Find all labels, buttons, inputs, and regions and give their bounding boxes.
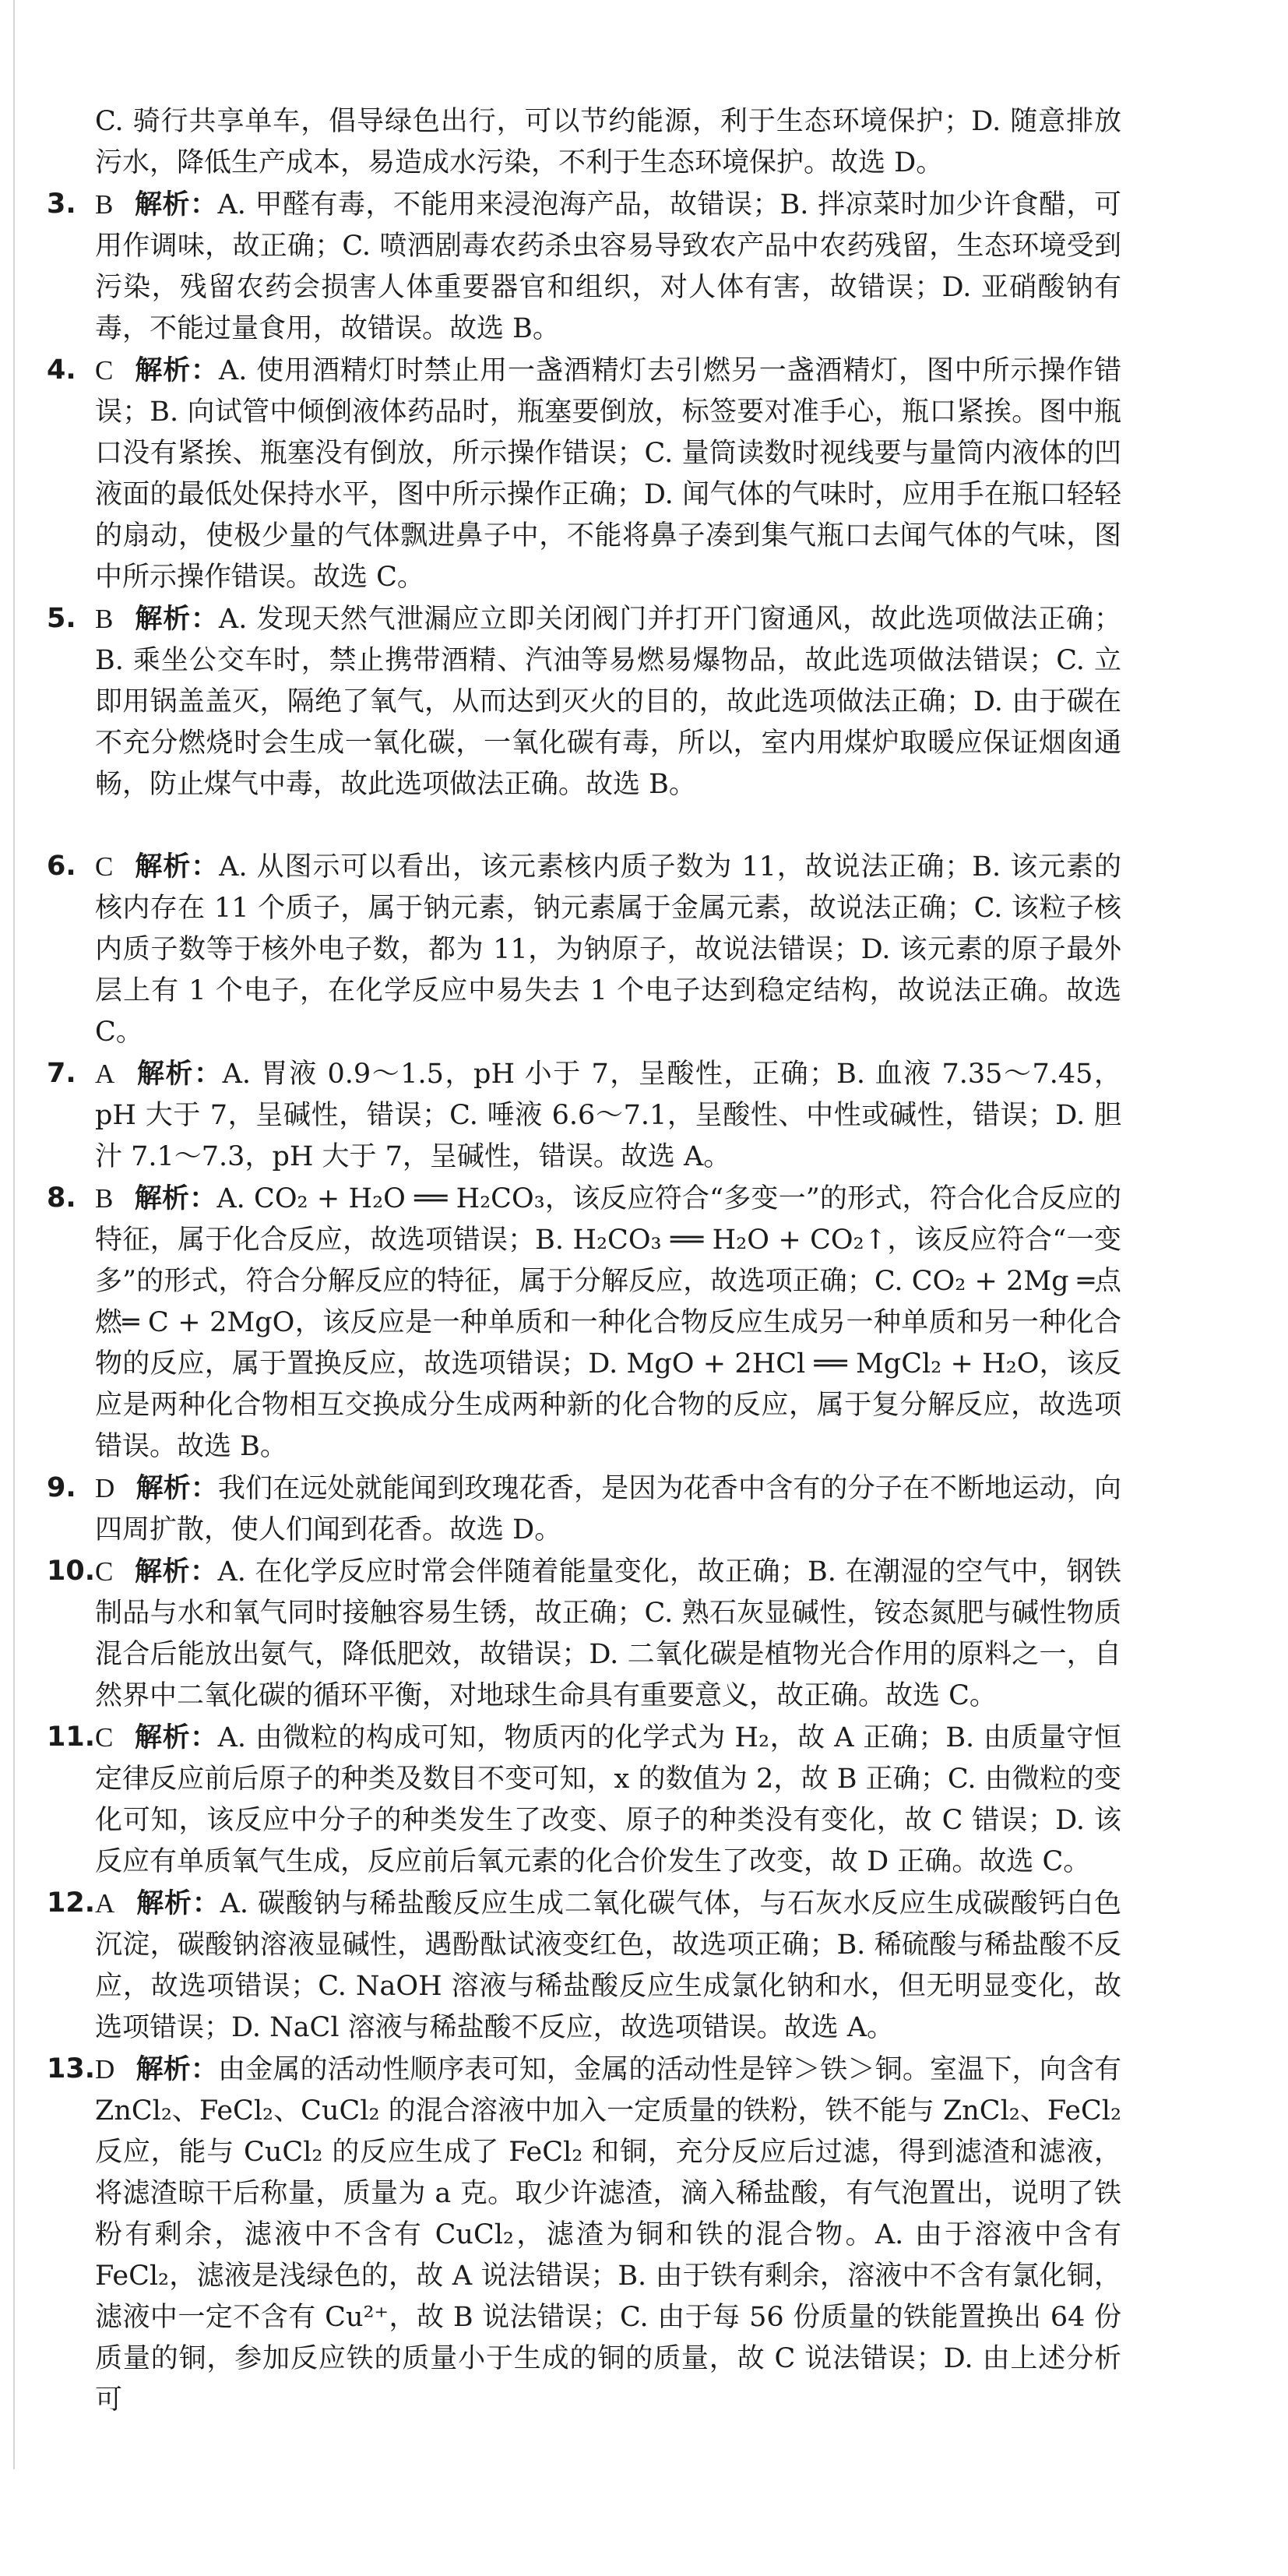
answer-item-4 <box>47 350 1121 598</box>
answer-number: 6. <box>47 851 76 882</box>
analysis-label: 解析： <box>135 355 219 386</box>
answer-choice: D <box>95 2054 115 2084</box>
intro-paragraph <box>47 101 1121 184</box>
answer-number: 11. <box>47 1721 96 1753</box>
answer-number: 12. <box>47 1887 96 1919</box>
analysis-label: 解析： <box>134 1183 217 1214</box>
analysis-label: 解析： <box>136 1888 220 1919</box>
analysis-text: A. 甲醛有毒，不能用来浸泡海产品，故错误；B. 拌凉菜时加少许食醋，可用作调味，故正确；C. 喷洒剧毒农药杀虫容易导致农产品中农药残留，生态环境受到污染，残留农药会损害人体重要器官和组织，对人体有害，故错误；D. 亚硝酸钠有毒，不能过量食用，故错误。故选 B。 <box>95 189 1121 344</box>
answer-choice: C <box>95 851 114 882</box>
analysis-text: 我们在远处就能闻到玫瑰花香，是因为花香中含有的分子在不断地运动，向四周扩散，使人们闻到花香。故选 D。 <box>95 1473 1121 1545</box>
answer-number: 7. <box>47 1058 76 1089</box>
answer-number: 5. <box>47 603 76 634</box>
analysis-text: A. 由微粒的构成可知，物质丙的化学式为 H₂，故 A 正确；B. 由质量守恒定律反应前后原子的种类及数目不变可知，x 的数值为 2，故 B 正确；C. 由微粒的变化可知，该反应中分子的种类发生了改变、原子的种类没有变化，故 C 错误；D. 该反应有单质氧气生成，反应前后氧元素的化合价发生了改变，故 D 正确。故选 C。 <box>95 1722 1121 1877</box>
answer-item-12 <box>47 1883 1121 2049</box>
answer-number: 8. <box>47 1182 76 1214</box>
answer-choice: B <box>95 604 114 634</box>
analysis-text: 由金属的活动性顺序表可知，金属的活动性是锌＞铁＞铜。室温下，向含有 ZnCl₂、FeCl₂、CuCl₂ 的混合溶液中加入一定质量的铁粉，铁不能与 ZnCl₂、FeCl₂ 反应，能与 CuCl₂ 的反应生成了 FeCl₂ 和铜，充分反应后过滤，得到滤渣和滤液，将滤渣晾干后称量，质量为 a 克。取少许滤渣，滴入稀盐酸，有气泡置出，说明了铁粉有剩余，滤液中不含有 CuCl₂，滤渣为铜和铁的混合物。A. 由于溶液中含有 FeCl₂，滤液是浅绿色的，故 A 说法错误；B. 由于铁有剩余，溶液中不含有氯化铜，滤液中一定不含有 Cu²⁺，故 B 说法错误；C. 由于每 56 份质量的铁能置换出 64 份质量的铜，参加反应铁的质量小于生成的铜的质量，故 C 说法错误；D. 由上述分析可 <box>95 2054 1121 2416</box>
analysis-text: A. 使用酒精灯时禁止用一盏酒精灯去引燃另一盏酒精灯，图中所示操作错误；B. 向试管中倾倒液体药品时，瓶塞要倒放，标签要对准手心，瓶口紧挨。图中瓶口没有紧挨、瓶塞没有倒放，所示操作错误；C. 量筒读数时视线要与量筒内液体的凹液面的最低处保持水平，图中所示操作正确；D. 闻气体的气味时，应用手在瓶口轻轻的扇动，使极少量的气体飘进鼻子中，不能将鼻子凑到集气瓶口去闻气体的气味，图中所示操作错误。故选 C。 <box>95 355 1121 593</box>
answer-choice: A <box>95 1059 115 1089</box>
analysis-text: A. CO₂ + H₂O ══ H₂CO₃，该反应符合“多变一”的形式，符合化合反应的特征，属于化合反应，故选项错误；B. H₂CO₃ ══ H₂O + CO₂↑，该反应符合“一变多”的形式，符合分解反应的特征，属于分解反应，故选项正确；C. CO₂ + 2Mg ═点燃═ C + 2MgO，该反应是一种单质和一种化合物反应生成另一种单质和另一种化合物的反应，属于置换反应，故选项错误；D. MgO + 2HCl ══ MgCl₂ + H₂O，该反应是两种化合物相互交换成分生成两种新的化合物的反应，属于复分解反应，故选项错误。故选 B。 <box>95 1183 1121 1462</box>
analysis-label: 解析： <box>134 1556 218 1588</box>
answer-number: 9. <box>47 1472 76 1503</box>
answer-choice: C <box>95 1722 114 1753</box>
answer-choice: A <box>95 1888 115 1919</box>
answer-item-3 <box>47 184 1121 350</box>
answer-number: 3. <box>47 189 76 220</box>
answer-content <box>47 101 1121 2421</box>
answer-item-5 <box>47 598 1121 805</box>
answer-choice: B <box>95 189 114 220</box>
analysis-label: 解析： <box>135 1473 219 1504</box>
intro-text: C. 骑行共享单车，倡导绿色出行，可以节约能源，利于生态环境保护；D. 随意排放污水，降低生产成本，易造成水污染，不利于生态环境保护。故选 D。 <box>95 106 1121 178</box>
analysis-text: A. 碳酸钠与稀盐酸反应生成二氧化碳气体，与石灰水反应生成碳酸钙白色沉淀，碳酸钠溶液显碱性，遇酚酞试液变红色，故选项正确；B. 稀硫酸与稀盐酸不反应，故选项错误；C. NaOH 溶液与稀盐酸反应生成氯化钠和水，但无明显变化，故选项错误；D. NaCl 溶液与稀盐酸不反应，故选项错误。故选 A。 <box>95 1888 1121 2043</box>
analysis-text: A. 发现天然气泄漏应立即关闭阀门并打开门窗通风，故此选项做法正确；B. 乘坐公交车时，禁止携带酒精、汽油等易燃易爆物品，故此选项做法错误；C. 立即用锅盖盖灭，隔绝了氧气，从而达到灭火的目的，故此选项做法正确；D. 由于碳在不充分燃烧时会生成一氧化碳，一氧化碳有毒，所以，室内用煤炉取暖应保证烟囱通畅，防止煤气中毒，故此选项做法正确。故选 B。 <box>95 604 1121 800</box>
left-margin-rule <box>13 0 15 2469</box>
analysis-text: A. 胃液 0.9～1.5，pH 小于 7，呈酸性，正确；B. 血液 7.35～7.45，pH 大于 7，呈碱性，错误；C. 唾液 6.6～7.1，呈酸性、中性或碱性，错误；D. 胆汁 7.1～7.3，pH 大于 7，呈碱性，错误。故选 A。 <box>95 1059 1121 1172</box>
answer-choice: D <box>95 1473 115 1503</box>
answer-item-10 <box>47 1551 1121 1717</box>
analysis-label: 解析： <box>135 604 219 635</box>
answer-choice: C <box>95 355 114 386</box>
analysis-label: 解析： <box>135 851 220 883</box>
answer-item-8 <box>47 1178 1121 1468</box>
answer-item-9 <box>47 1468 1121 1551</box>
answer-number: 13. <box>47 2053 96 2084</box>
answer-choice: C <box>95 1556 114 1587</box>
analysis-label: 解析： <box>135 2054 219 2085</box>
answer-item-13 <box>47 2049 1121 2421</box>
analysis-label: 解析： <box>136 1059 223 1090</box>
answer-item-7 <box>47 1053 1121 1178</box>
answer-choice: B <box>95 1183 114 1214</box>
answer-item-6 <box>47 846 1121 1053</box>
answer-number: 4. <box>47 354 76 386</box>
analysis-text: A. 从图示可以看出，该元素核内质子数为 11，故说法正确；B. 该元素的核内存在 11 个质子，属于钠元素，钠元素属于金属元素，故说法正确；C. 该粒子核内质子数等于核外电子数，都为 11，为钠原子，故说法错误；D. 该元素的原子最外层上有 1 个电子，在化学反应中易失去 1 个电子达到稳定结构，故说法正确。故选 C。 <box>95 851 1121 1048</box>
answer-item-11 <box>47 1717 1121 1883</box>
analysis-label: 解析： <box>135 1722 218 1753</box>
answer-number: 10. <box>47 1556 96 1587</box>
analysis-label: 解析： <box>134 189 218 220</box>
analysis-text: A. 在化学反应时常会伴随着能量变化，故正确；B. 在潮湿的空气中，钢铁制品与水和氧气同时接触容易生锈，故正确；C. 熟石灰显碱性，铵态氮肥与碱性物质混合后能放出氨气，降低肥效，故错误；D. 二氧化碳是植物光合作用的原料之一，自然界中二氧化碳的循环平衡，对地球生命具有重要意义，故正确。故选 C。 <box>95 1556 1121 1711</box>
